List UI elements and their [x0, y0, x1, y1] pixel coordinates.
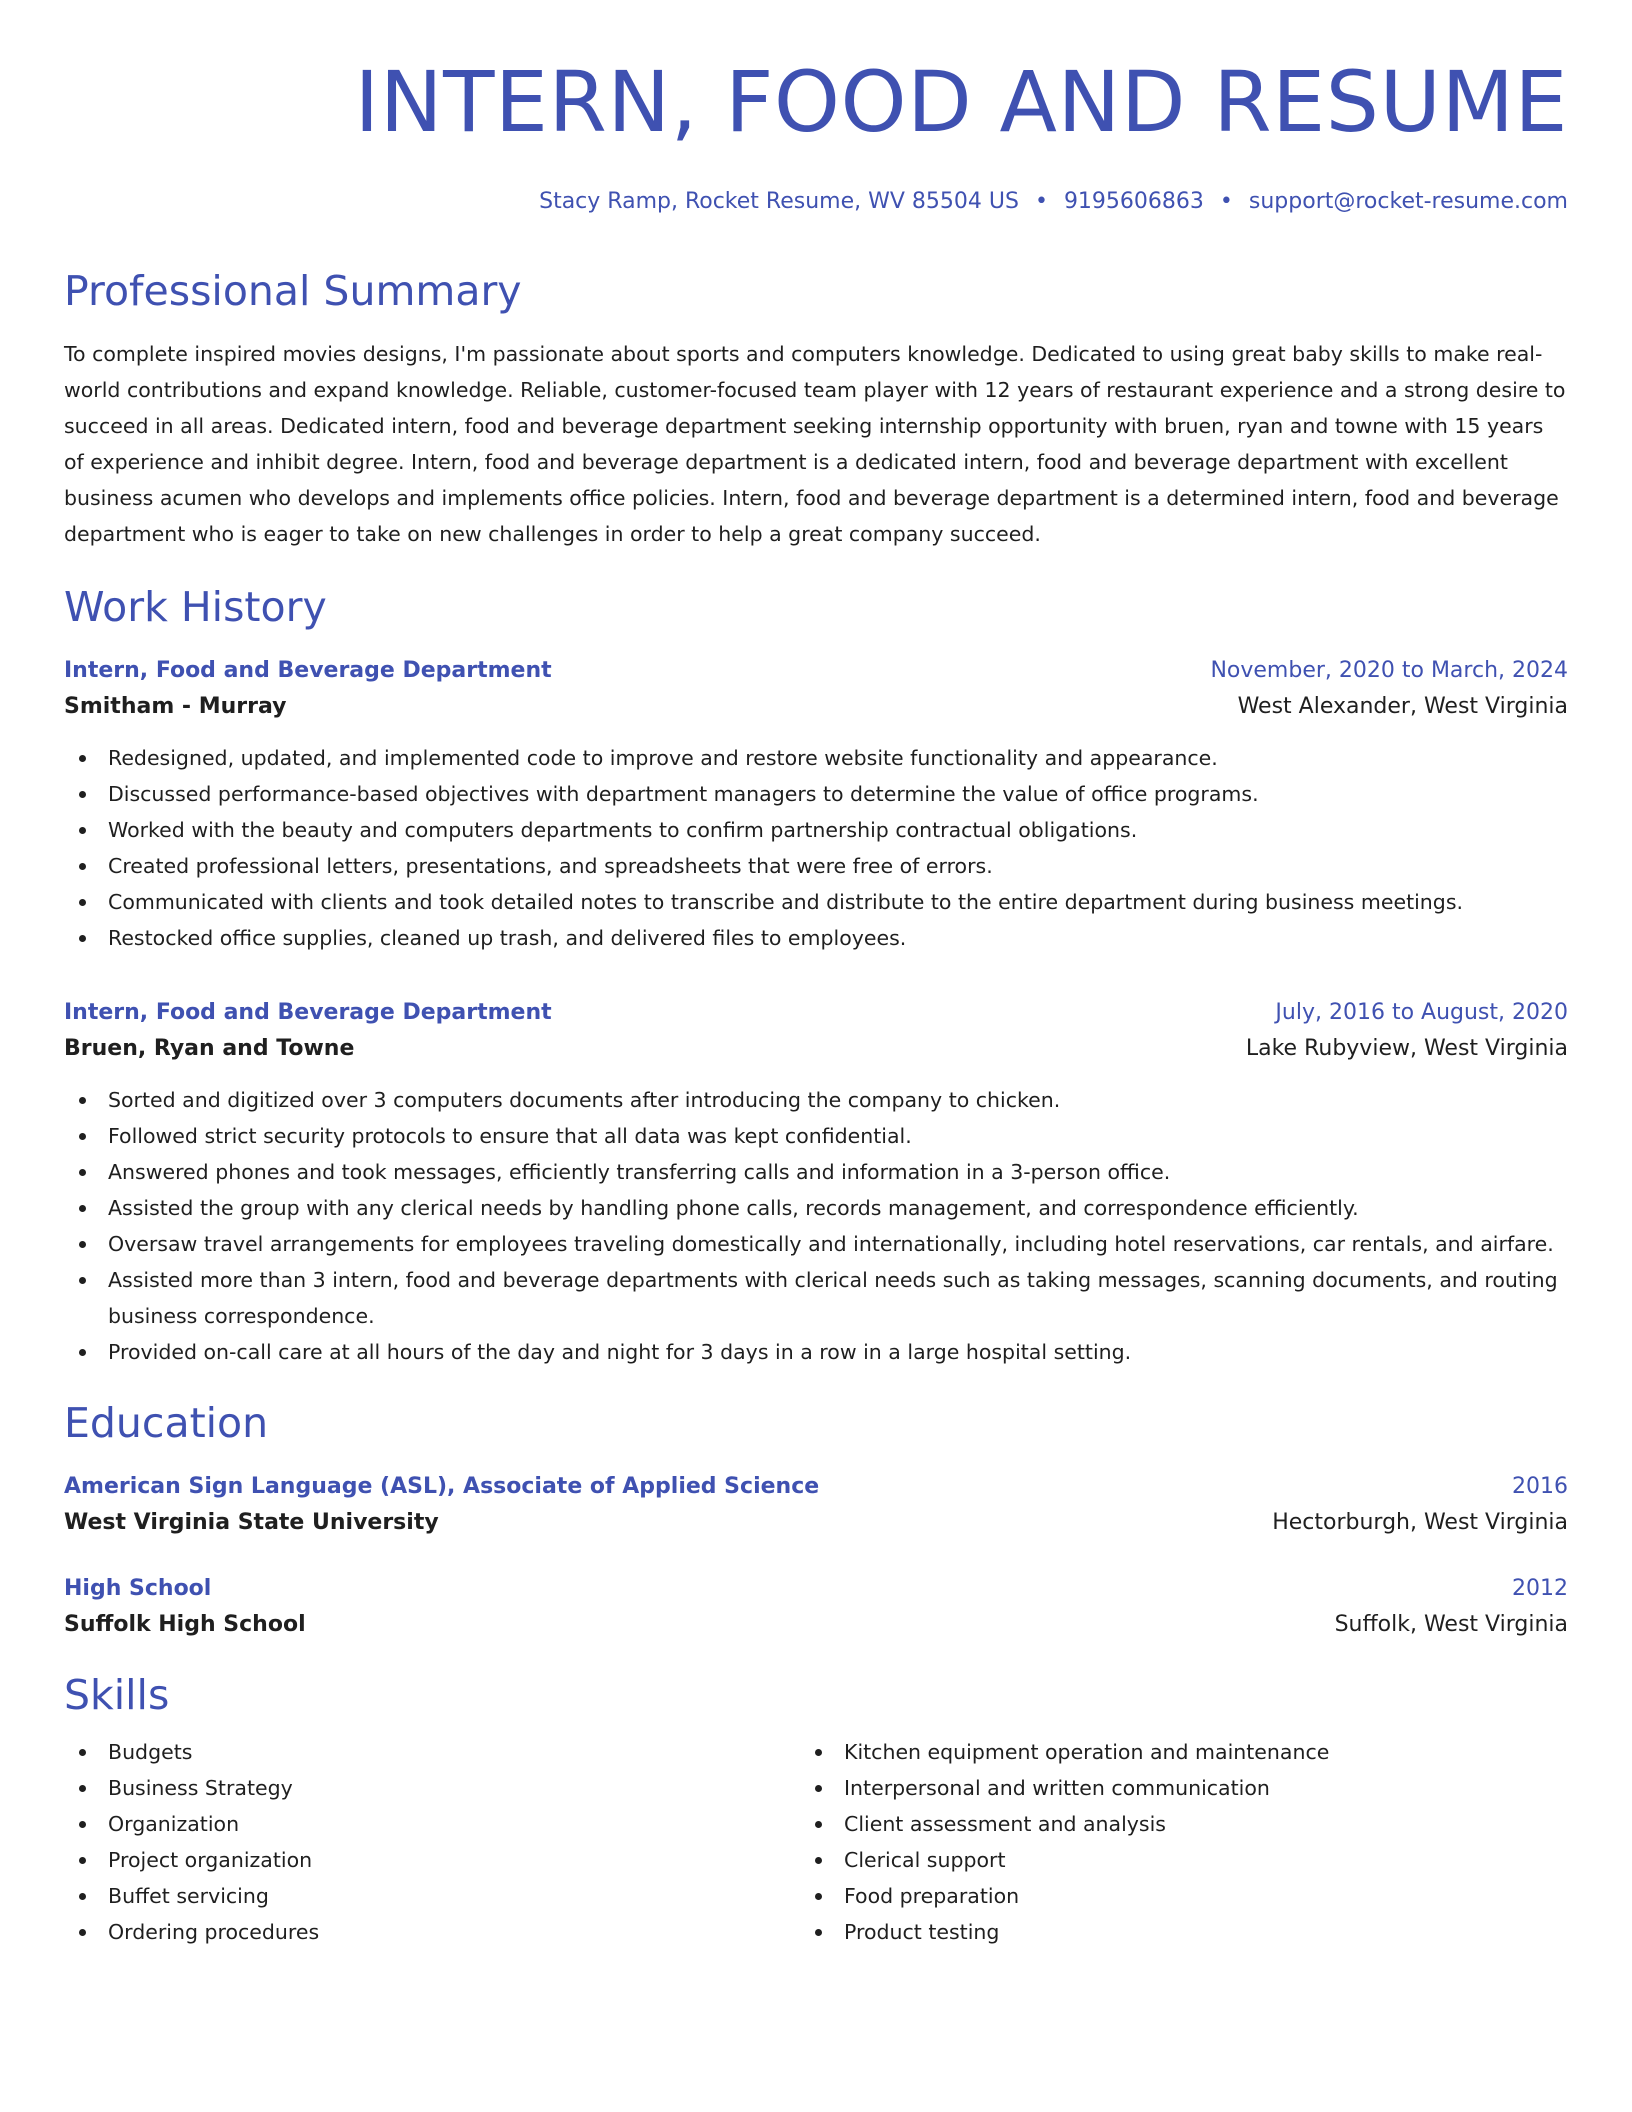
list-item: Oversaw travel arrangements for employees traveling domestically and internationally, including hotel reservations, car rentals, and airfare.: [64, 1226, 1568, 1262]
contact-line: [64, 188, 1568, 216]
education-year: 2016: [1512, 1474, 1568, 1499]
job-entry: [64, 996, 1568, 1370]
contact-separator: •: [1219, 189, 1233, 214]
job-location: Lake Rubyview, West Virginia: [1245, 1036, 1568, 1061]
contact-email[interactable]: support@rocket-resume.com: [1248, 189, 1568, 214]
list-item: Redesigned, updated, and implemented code to improve and restore website functionality and appearance.: [64, 740, 1568, 776]
contact-address: Stacy Ramp, Rocket Resume, WV 85504 US: [539, 189, 1019, 214]
education-year: 2012: [1512, 1576, 1568, 1601]
contact-separator: •: [1034, 189, 1048, 214]
section-title-work-history: Work History: [64, 583, 327, 631]
skill-item: Kitchen equipment operation and maintenance: [800, 1734, 1536, 1770]
list-item: Worked with the beauty and computers departments to confirm partnership contractual obligations.: [64, 812, 1568, 848]
skill-item: Clerical support: [800, 1842, 1536, 1878]
list-item: Created professional letters, presentations, and spreadsheets that were free of errors.: [64, 848, 1568, 884]
education-entry: [64, 1572, 1568, 1644]
section-title-education: Education: [64, 1399, 269, 1447]
list-item: Sorted and digitized over 3 computers documents after introducing the company to chicken.: [64, 1082, 1568, 1118]
education-school: West Virginia State University: [64, 1510, 439, 1535]
education-location: Hectorburgh, West Virginia: [1272, 1510, 1568, 1535]
skills-columns: [64, 1734, 1568, 1950]
list-item: Answered phones and took messages, efficiently transferring calls and information in a 3-person office.: [64, 1154, 1568, 1190]
section-title-skills: Skills: [64, 1671, 170, 1719]
skill-item: Budgets: [64, 1734, 800, 1770]
skills-list-left: [64, 1734, 800, 1950]
job-dates: July, 2016 to August, 2020: [1275, 1000, 1568, 1025]
education-entry: [64, 1470, 1568, 1542]
skills-list-right: [800, 1734, 1536, 1950]
summary-section: [64, 266, 1568, 552]
skill-item: Food preparation: [800, 1878, 1536, 1914]
job-role: Intern, Food and Beverage Department: [64, 658, 552, 683]
list-item: Assisted the group with any clerical needs by handling phone calls, records management, and correspondence efficiently.: [64, 1190, 1568, 1226]
education-section: [64, 1398, 1568, 1644]
list-item: Assisted more than 3 intern, food and beverage departments with clerical needs such as taking messages, scanning documents, and routing business correspondence.: [64, 1262, 1568, 1334]
list-item: Discussed performance-based objectives with department managers to determine the value of office programs.: [64, 776, 1568, 812]
job-bullets: [64, 740, 1568, 956]
job-bullets: [64, 1082, 1568, 1370]
section-title-summary: Professional Summary: [64, 267, 522, 315]
skill-item: Ordering procedures: [64, 1914, 800, 1950]
job-location: West Alexander, West Virginia: [1237, 694, 1568, 719]
education-degree: High School: [64, 1576, 212, 1601]
skill-item: Product testing: [800, 1914, 1536, 1950]
skill-item: Client assessment and analysis: [800, 1806, 1536, 1842]
job-role: Intern, Food and Beverage Department: [64, 1000, 552, 1025]
job-company: Smitham - Murray: [64, 694, 287, 719]
skill-item: Business Strategy: [64, 1770, 800, 1806]
skill-item: Organization: [64, 1806, 800, 1842]
resume-title: INTERN, FOOD AND RESUME: [354, 53, 1568, 151]
skill-item: Buffet servicing: [64, 1878, 800, 1914]
job-company: Bruen, Ryan and Towne: [64, 1036, 355, 1061]
list-item: Restocked office supplies, cleaned up trash, and delivered files to employees.: [64, 920, 1568, 956]
contact-phone[interactable]: 9195606863: [1063, 189, 1204, 214]
list-item: Communicated with clients and took detailed notes to transcribe and distribute to the entire department during business meetings.: [64, 884, 1568, 920]
education-school: Suffolk High School: [64, 1612, 306, 1637]
job-entry: [64, 654, 1568, 956]
list-item: Followed strict security protocols to ensure that all data was kept confidential.: [64, 1118, 1568, 1154]
summary-text: To complete inspired movies designs, I'm passionate about sports and computers knowledge. Dedicated to using great baby skills to make real-world contributions and expand knowledge. Reliable, customer-focused team player with 12 years of restaurant experience and a strong desire to succeed in all areas. Dedicated intern, food and beverage department seeking internship opportunity with bruen, ryan and towne with 15 years of experience and inhibit degree. Intern, food and beverage department is a dedicated intern, food and beverage department with excellent business acumen who develops and implements office policies. Intern, food and beverage department is a determined intern, food and beverage department who is eager to take on new challenges in order to help a great company succeed.: [64, 342, 1566, 546]
education-degree: American Sign Language (ASL), Associate of Applied Science: [64, 1474, 820, 1499]
skill-item: Interpersonal and written communication: [800, 1770, 1536, 1806]
resume-header: [64, 52, 1568, 216]
education-location: Suffolk, West Virginia: [1334, 1612, 1568, 1637]
list-item: Provided on-call care at all hours of the day and night for 3 days in a row in a large hospital setting.: [64, 1334, 1568, 1370]
job-dates: November, 2020 to March, 2024: [1210, 658, 1568, 683]
skill-item: Project organization: [64, 1842, 800, 1878]
work-history-section: [64, 582, 1568, 1370]
skills-section: [64, 1670, 1568, 1950]
